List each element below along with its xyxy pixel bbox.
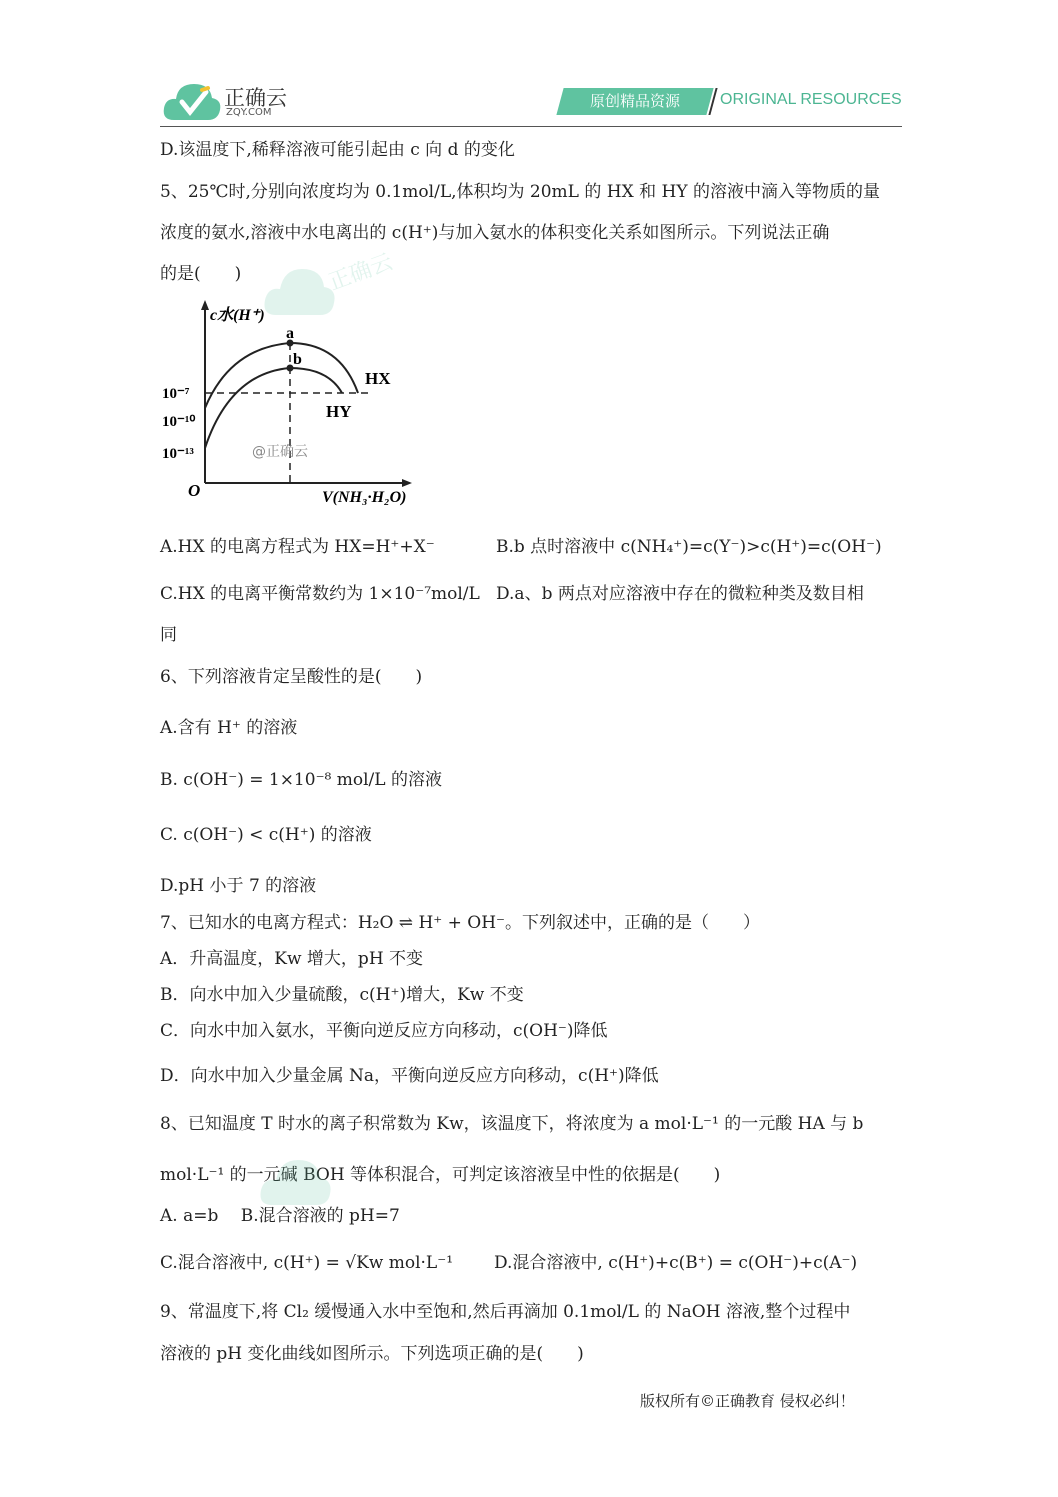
- question-5: 5、25℃时,分别向浓度均为 0.1mol/L,体积均为 20mL 的 HX 和 HY 的溶液中滴入等物质的量: [160, 182, 880, 202]
- watermark-logo: [262, 245, 422, 325]
- y-tick: 10⁻⁷: [162, 386, 190, 402]
- svg-text:正确云: 正确云: [325, 249, 397, 296]
- point-a-label: a: [286, 325, 294, 342]
- curve-hx-label: HX: [365, 369, 391, 388]
- option-a: A.HX 的电离方程式为 HX=H⁺+X⁻: [160, 537, 435, 557]
- header-rule: [160, 126, 902, 127]
- question-8-cont: mol·L⁻¹ 的一元碱 BOH 等体积混合，可判定该溶液呈中性的依据是( ): [160, 1165, 721, 1185]
- question-5-cont: 浓度的氨水,溶液中水电离出的 c(H⁺)与加入氨水的体积变化关系如图所示。下列说法正确: [160, 223, 830, 243]
- question-5-cont: 的是( ): [160, 264, 242, 284]
- question-9: 9、常温度下,将 Cl₂ 缓慢通入水中至饱和,然后再滴加 0.1mol/L 的 NaOH 溶液,整个过程中: [160, 1302, 851, 1322]
- watermark-logo: [258, 1150, 338, 1210]
- banner-en: ORIGINAL RESOURCES: [720, 91, 902, 108]
- y-tick: 10⁻¹³: [162, 446, 194, 462]
- option-a: A．升高温度，Kw 增大，pH 不变: [160, 949, 424, 969]
- origin-label: O: [188, 481, 201, 500]
- option-b: B. c(OH⁻) = 1×10⁻⁸ mol/L 的溶液: [160, 770, 442, 790]
- footer-copyright: 版权所有©正确教育 侵权必纠！: [640, 1392, 855, 1410]
- option-d: D.a、b 两点对应溶液中存在的微粒种类及数目相: [496, 584, 864, 604]
- question-9-cont: 溶液的 pH 变化曲线如图所示。下列选项正确的是( ): [160, 1344, 584, 1364]
- option-c: C．向水中加入氨水，平衡向逆反应方向移动，c(OH⁻)降低: [160, 1021, 608, 1041]
- option-c: C. c(OH⁻) < c(H⁺) 的溶液: [160, 825, 372, 845]
- y-tick: 10⁻¹⁰: [162, 414, 196, 430]
- logo: [162, 80, 292, 124]
- logo-en: ZQY.COM: [226, 107, 272, 118]
- logo-cn: 正确云: [224, 86, 287, 110]
- titration-figure: [160, 298, 430, 518]
- figure-watermark: @正确云: [252, 444, 308, 460]
- question-6: 6、下列溶液肯定呈酸性的是( ): [160, 667, 423, 687]
- option-c: C.混合溶液中, c(H⁺) = √Kw mol·L⁻¹: [160, 1253, 454, 1273]
- option-d: D．向水中加入少量金属 Na，平衡向逆反应方向移动，c(H⁺)降低: [160, 1066, 659, 1086]
- banner: 原创精品资源: [556, 88, 713, 115]
- curve-hy-label: HY: [326, 402, 352, 421]
- option-d: D.pH 小于 7 的溶液: [160, 876, 317, 896]
- option-text: D.该温度下,稀释溶液可能引起由 c 向 d 的变化: [160, 140, 515, 160]
- option-a: A.含有 H⁺ 的溶液: [160, 718, 298, 738]
- y-axis-label: c水(H⁺): [210, 307, 265, 324]
- option-a: A. a=b B.混合溶液的 pH=7: [160, 1206, 400, 1226]
- option-c: C.HX 的电离平衡常数约为 1×10⁻⁷mol/L: [160, 584, 480, 604]
- option-b: B.b 点时溶液中 c(NH₄⁺)=c(Y⁻)>c(H⁺)=c(OH⁻): [496, 537, 882, 557]
- option-b: B．向水中加入少量硫酸，c(H⁺)增大，Kw 不变: [160, 985, 524, 1005]
- cloud-check-icon: [162, 80, 222, 122]
- point-b-label: b: [293, 351, 302, 368]
- option-d-cont: 同: [160, 625, 177, 645]
- question-7: 7、已知水的电离方程式：H₂O ⇌ H⁺ + OH⁻。下列叙述中，正确的是（ ）: [160, 913, 761, 933]
- x-axis-label: V(NH₃·H₂O): [322, 489, 407, 506]
- option-d: D.混合溶液中, c(H⁺)+c(B⁺) = c(OH⁻)+c(A⁻): [494, 1253, 858, 1273]
- question-8: 8、已知温度 T 时水的离子积常数为 Kw，该温度下，将浓度为 a mol·L⁻¹ 的一元酸 HA 与 b: [160, 1114, 864, 1134]
